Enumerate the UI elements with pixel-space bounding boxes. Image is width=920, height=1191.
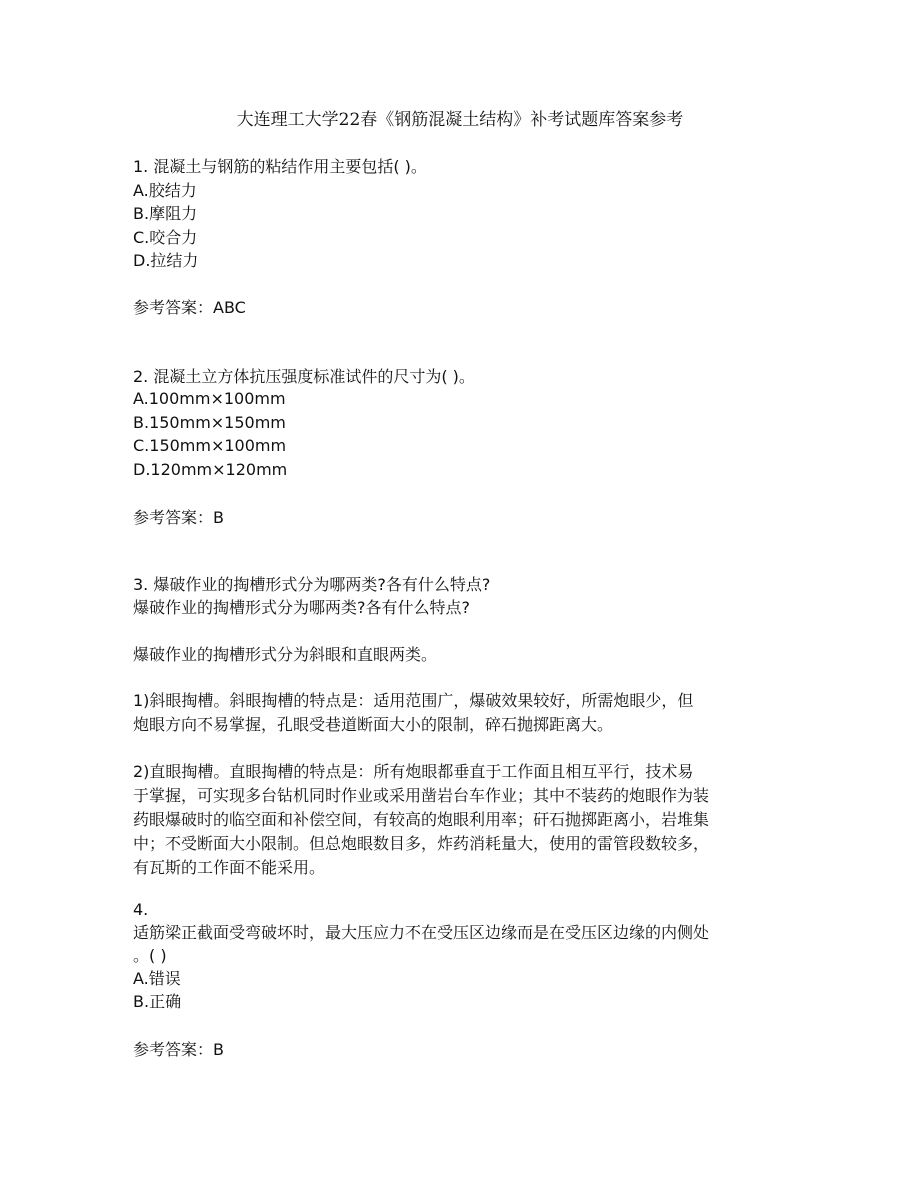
question-3-answer-intro: 爆破作业的掏槽形式分为斜眼和直眼两类。	[133, 645, 438, 664]
question-3-point-2-line: 于掌握，可实现多台钻机同时作业或采用凿岩台车作业；其中不装药的炮眼作为装	[133, 786, 710, 805]
question-3-point-1-line: 炮眼方向不易掌握，孔眼受巷道断面大小的限制，碎石抛掷距离大。	[133, 715, 614, 734]
question-2-stem: 2. 混凝土立方体抗压强度标准试件的尺寸为( )。	[133, 367, 475, 386]
question-1-answer: 参考答案：ABC	[133, 298, 246, 317]
question-3-point-1-line: 1)斜眼掏槽。斜眼掏槽的特点是：适用范围广，爆破效果较好，所需炮眼少，但	[133, 691, 694, 710]
question-3-point-2-line: 中；不受断面大小限制。但总炮眼数目多，炸药消耗量大，使用的雷管段数较多，	[133, 834, 710, 853]
question-3-point-2-line: 有瓦斯的工作面不能采用。	[133, 858, 326, 877]
question-2-answer: 参考答案：B	[133, 508, 224, 527]
question-4-number: 4.	[133, 900, 149, 919]
question-4-option-a: A.错误	[133, 969, 181, 988]
document-title: 大连理工大学22春《钢筋混凝土结构》补考试题库答案参考	[236, 110, 684, 130]
question-2-option-d: D.120mm×120mm	[133, 460, 288, 479]
question-2-option-b: B.150mm×150mm	[133, 413, 286, 432]
question-4-stem-line-2: 。( )	[133, 946, 167, 965]
question-1-option-d: D.拉结力	[133, 251, 199, 270]
question-3-point-2	[133, 760, 793, 880]
question-2-option-c: C.150mm×100mm	[133, 436, 287, 455]
question-2-option-a: A.100mm×100mm	[133, 389, 286, 408]
question-3-stem: 3. 爆破作业的掏槽形式分为哪两类?各有什么特点?	[133, 575, 491, 594]
question-4-answer: 参考答案：B	[133, 1040, 224, 1059]
question-1-option-c: C.咬合力	[133, 228, 198, 247]
question-1-option-b: B.摩阻力	[133, 204, 198, 223]
question-1-stem: 1. 混凝土与钢筋的粘结作用主要包括( )。	[133, 157, 427, 176]
question-3-stem-repeat: 爆破作业的掏槽形式分为哪两类?各有什么特点?	[133, 598, 470, 617]
question-3-point-1	[133, 689, 793, 737]
question-3-point-2-line: 2)直眼掏槽。直眼掏槽的特点是：所有炮眼都垂直于工作面且相互平行，技术易	[133, 762, 694, 781]
question-4-option-b: B.正确	[133, 992, 182, 1011]
question-1-option-a: A.胶结力	[133, 181, 197, 200]
question-3-point-2-line: 药眼爆破时的临空面和补偿空间，有较高的炮眼利用率；矸石抛掷距离小，岩堆集	[133, 810, 710, 829]
question-4-stem-line-1: 适筋梁正截面受弯破坏时，最大压应力不在受压区边缘而是在受压区边缘的内侧处	[133, 923, 710, 942]
